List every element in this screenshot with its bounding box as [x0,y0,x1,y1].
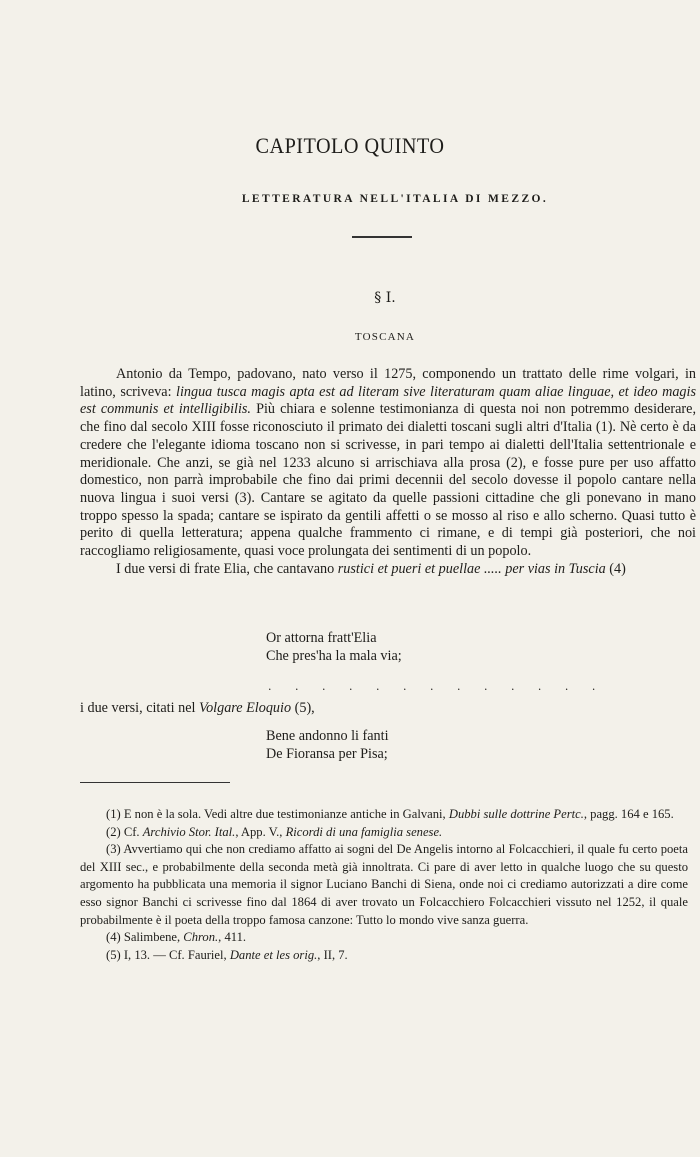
footnote-2-title-2: Ricordi di una famiglia senese. [285,824,443,839]
footnote-4-title: Chron. [183,930,219,945]
footnote-2-text-a: (2) Cf. [106,824,143,839]
footnote-divider [80,782,230,783]
footnote-1-text-a: (1) E non è la sola. Vedi altre due testimonianze antiche in Galvani, [106,807,449,821]
paragraph-2-text-b: (4) [605,560,626,577]
paragraph-1-text-a: Antonio da Tempo, padovano, nato verso il 1275, componendo un trattato delle rime volgari, in latino, scriveva: [80,366,696,400]
footnote-3-text: (3) Avvertiamo qui che non crediamo affatto ai sogni del De Angelis intorno al Folcacchieri, il quale fu certo poeta del XIII sec., e probabilmente della seconda metà già innoltrata. Ci pare di aver letto in qualche luogo che su questo argomento ha pubblicata una memoria il signor Luciano Banchi di Siena, onde noi ci crediamo autorizzati a dire come esso signor Banchi ci scrivesse fino dal 1864 di aver trovato un Folcacchiero Folcacchieri vissuto nel 1252, il quale probabilmente è il poeta della troppo famosa canzone: Tutto lo mondo vive sanza guerra. [80,842,688,927]
paragraph-1-latin-quote: lingua tusca magis apta est ad literam sive literaturam quam aliae linguae, et ideo magis est communis et intelligibilis. [80,383,696,418]
verse-2-line-1: Bene andonno li fanti [266,728,389,744]
verse-1-line-2: Che pres'ha la mala via; [266,647,402,664]
footnote-1-text-b: , pagg. 164 e 165. [583,807,674,821]
paragraph-2-text-a: I due versi di frate Elia, che cantavano [116,560,338,577]
footnote-4 [80,929,688,947]
paragraph-1-text-b: Più chiara e solenne testimonianza di questa noi non potremmo desiderare, che fino dal secolo XIII fosse riconosciuto il primato dei dialetti toscani sugli altri d'Italia (1). Nè certo è da credere che l'elegante idioma toscano non si scrivesse, in pari tempo ai dialetti dell'Italia settentrionale e meridionale. Che anzi, se già nel 1233 alcuno si arrischiava alla prosa (2), e fosse pure per uso affatto domestico, non parrà improbabile che fino dai primi decennii del secolo dovesse il popolo cantare nella nuova lingua i suoi versi (3). Cantare se agitato da quelle passioni cittadine che gli ponevano in mano troppo spesso la spada; cantare se ispirato da gentili affetti o se mosso al riso e allo scherno. Quasi tutto è perito di quella letteratura; appena qualche frammento ci rimane, e di tempi già posteriori, che noi raccogliamo religiosamente, quasi voce prolungata dei sentimenti di un popolo. [80,401,696,560]
footnote-1-title: Dubbi sulle dottrine Pertc. [448,807,584,821]
verse-1-line-1: Or attorna fratt'Elia [266,630,377,646]
chapter-subtitle: LETTERATURA NELL'ITALIA DI MEZZO. [241,193,549,205]
verse-2-intro-title: Volgare Eloquio [198,700,292,716]
footnote-5-text-a: (5) I, 13. — Cf. Fauriel, [106,947,230,962]
verse-1 [266,630,402,665]
footnotes [80,806,688,964]
verse-2-line-2: De Fioransa per Pisa; [266,745,388,762]
footnote-4-text-b: , 411. [218,930,247,945]
section-number: § I. [374,290,396,306]
footnote-4-text-a: (4) Salimbene, [106,930,184,945]
footnote-1 [80,806,688,824]
verse-2 [266,728,389,763]
verse-2-intro-text-b: (5), [291,700,315,716]
chapter-title: CAPITOLO QUINTO [255,133,445,158]
footnote-5-title: Dante et les orig. [229,947,318,962]
title-divider [352,236,412,238]
main-text [80,366,696,578]
paragraph-2 [80,561,696,579]
verse-2-intro-text-a: i due versi, citati nel [80,700,199,716]
footnote-5 [80,947,688,965]
footnote-5-text-b: , II, 7. [317,947,348,962]
ellipsis-dots: . . . . . . . . . . . . . [268,680,606,693]
paragraph-1 [80,366,696,561]
footnote-2 [80,824,688,842]
paragraph-2-latin-quote: rustici et pueri et puellae ..... per vias in Tuscia [337,560,606,577]
footnote-3 [80,841,688,929]
footnote-2-text-b: , App. V., [235,824,286,839]
section-title: TOSCANA [354,331,416,343]
verse-2-intro [80,700,315,718]
footnote-2-title: Archivio Stor. Ital. [142,824,236,839]
